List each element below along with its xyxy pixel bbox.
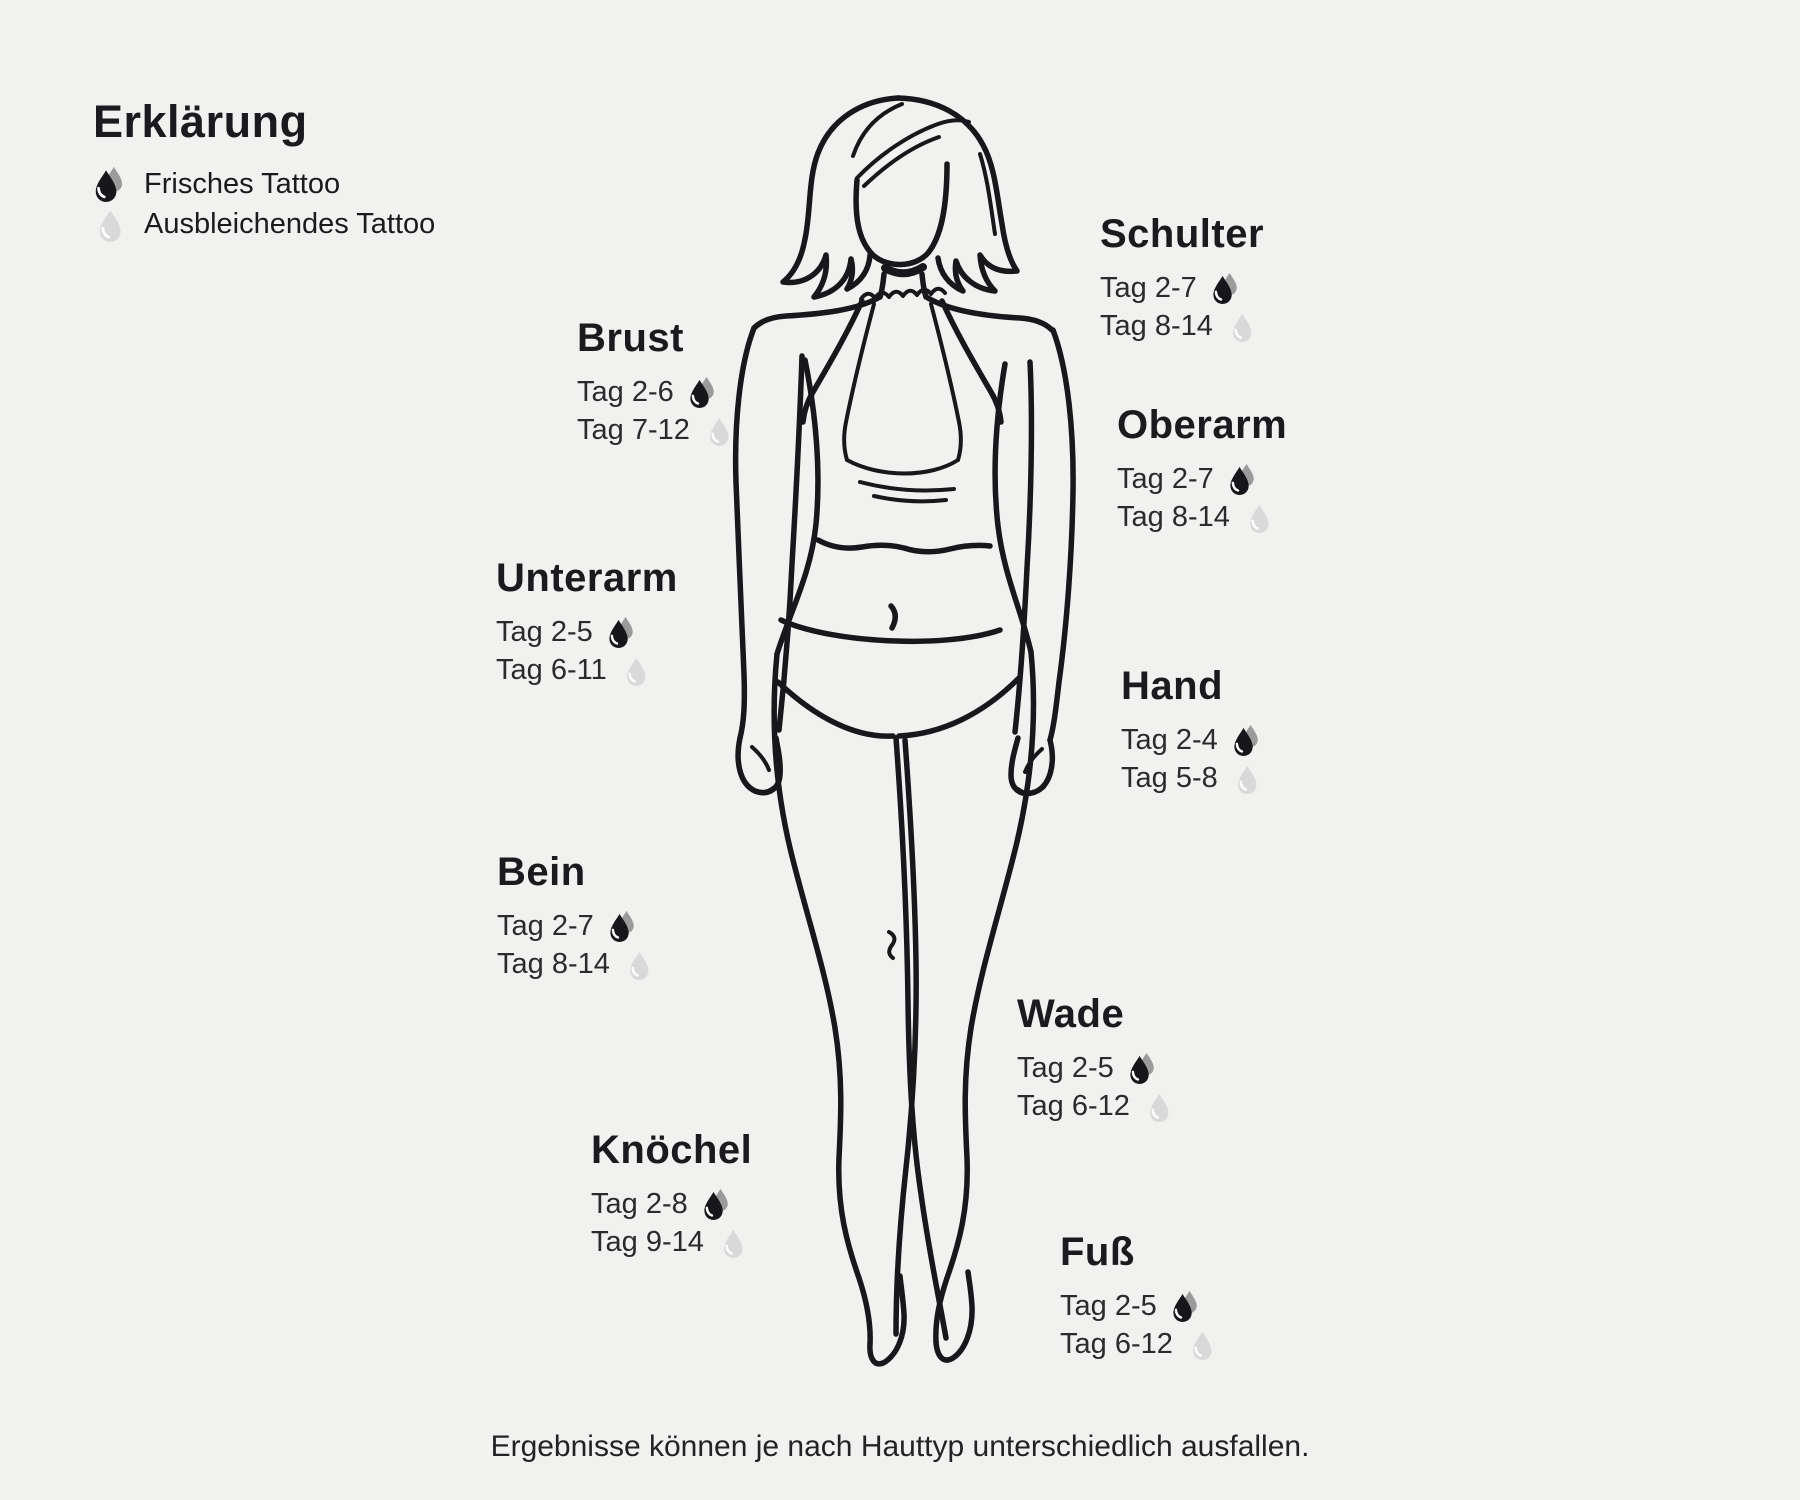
footer-note: Ergebnisse können je nach Hauttyp unterschiedlich ausfallen.: [490, 1430, 1310, 1463]
fading-tattoo-drop-icon: [1187, 1328, 1218, 1361]
fading-tattoo-days: Tag 9-14: [591, 1225, 704, 1258]
body-part-title: Knöchel: [591, 1128, 753, 1172]
body-part-block-schulter: [1100, 212, 1264, 345]
body-part-title: Hand: [1121, 664, 1223, 708]
fresh-tattoo-row: [577, 373, 735, 411]
fading-tattoo-row: [1100, 307, 1264, 345]
fading-tattoo-days: Tag 6-12: [1017, 1089, 1130, 1122]
fading-tattoo-days: Tag 8-14: [1100, 309, 1213, 342]
body-part-block-brust: [577, 316, 735, 449]
legend-item-label: Ausbleichendes Tattoo: [144, 207, 436, 240]
fading-tattoo-days: Tag 6-11: [496, 653, 607, 686]
fresh-tattoo-days: Tag 2-7: [497, 909, 594, 942]
fresh-tattoo-drop-icon: [1211, 272, 1242, 305]
fresh-tattoo-drop-icon: [1232, 724, 1263, 757]
fresh-tattoo-drop-icon: [1128, 1052, 1159, 1085]
fresh-tattoo-row: [496, 613, 678, 651]
fresh-tattoo-row: [1017, 1049, 1175, 1087]
fresh-tattoo-drop-icon: [1228, 463, 1259, 496]
legend-item-fading: [93, 204, 435, 244]
fresh-tattoo-drop-icon: [93, 166, 128, 203]
fresh-tattoo-drop-icon: [688, 376, 719, 409]
fading-tattoo-days: Tag 6-12: [1060, 1327, 1173, 1360]
fresh-tattoo-days: Tag 2-6: [577, 375, 674, 408]
legend-title: Erklärung: [93, 96, 308, 147]
legend: [93, 96, 435, 244]
fresh-tattoo-days: Tag 2-5: [496, 615, 593, 648]
legend-item-label: Frisches Tattoo: [144, 167, 341, 200]
fresh-tattoo-row: [1117, 460, 1287, 498]
fresh-tattoo-row: [1100, 269, 1264, 307]
fresh-tattoo-drop-icon: [607, 616, 638, 649]
fresh-tattoo-days: Tag 2-8: [591, 1187, 688, 1220]
body-part-title: Bein: [497, 850, 586, 894]
fading-tattoo-drop-icon: [624, 948, 655, 981]
fresh-tattoo-days: Tag 2-5: [1017, 1051, 1114, 1084]
fading-tattoo-days: Tag 8-14: [497, 947, 610, 980]
body-part-title: Fuß: [1060, 1230, 1135, 1274]
fading-tattoo-days: Tag 7-12: [577, 413, 690, 446]
fresh-tattoo-drop-icon: [702, 1188, 733, 1221]
body-part-block-oberarm: [1117, 403, 1287, 536]
body-part-title: Oberarm: [1117, 403, 1288, 447]
fading-tattoo-row: [1060, 1325, 1218, 1363]
body-part-block-knoechel: [591, 1128, 752, 1261]
fading-tattoo-days: Tag 5-8: [1121, 761, 1218, 794]
fading-tattoo-row: [497, 945, 655, 983]
body-part-title: Wade: [1017, 992, 1125, 1036]
fading-tattoo-drop-icon: [1144, 1090, 1175, 1123]
fading-tattoo-drop-icon: [1227, 310, 1258, 343]
fading-tattoo-row: [1117, 498, 1287, 536]
fresh-tattoo-drop-icon: [1171, 1290, 1202, 1323]
fading-tattoo-drop-icon: [93, 206, 128, 243]
fading-tattoo-row: [1017, 1087, 1175, 1125]
fading-tattoo-drop-icon: [621, 654, 652, 687]
fresh-tattoo-drop-icon: [608, 910, 639, 943]
fading-tattoo-drop-icon: [718, 1226, 749, 1259]
body-part-block-fuss: [1060, 1230, 1218, 1363]
legend-item-fresh: [93, 164, 435, 204]
fresh-tattoo-days: Tag 2-7: [1117, 462, 1214, 495]
fading-tattoo-drop-icon: [704, 414, 735, 447]
fading-tattoo-row: [1121, 759, 1263, 797]
fading-tattoo-row: [496, 651, 678, 689]
fresh-tattoo-days: Tag 2-5: [1060, 1289, 1157, 1322]
fading-tattoo-drop-icon: [1232, 762, 1263, 795]
body-part-block-hand: [1121, 664, 1263, 797]
body-part-title: Schulter: [1100, 212, 1265, 256]
fresh-tattoo-row: [497, 907, 655, 945]
fresh-tattoo-row: [1121, 721, 1263, 759]
body-part-block-wade: [1017, 992, 1175, 1125]
body-part-block-bein: [497, 850, 655, 983]
fresh-tattoo-row: [591, 1185, 752, 1223]
fresh-tattoo-row: [1060, 1287, 1218, 1325]
fading-tattoo-drop-icon: [1244, 501, 1275, 534]
fading-tattoo-row: [577, 411, 735, 449]
fresh-tattoo-days: Tag 2-4: [1121, 723, 1218, 756]
body-part-title: Brust: [577, 316, 684, 360]
body-part-title: Unterarm: [496, 556, 678, 600]
fading-tattoo-row: [591, 1223, 752, 1261]
fresh-tattoo-days: Tag 2-7: [1100, 271, 1197, 304]
fading-tattoo-days: Tag 8-14: [1117, 500, 1230, 533]
body-part-block-unterarm: [496, 556, 678, 689]
